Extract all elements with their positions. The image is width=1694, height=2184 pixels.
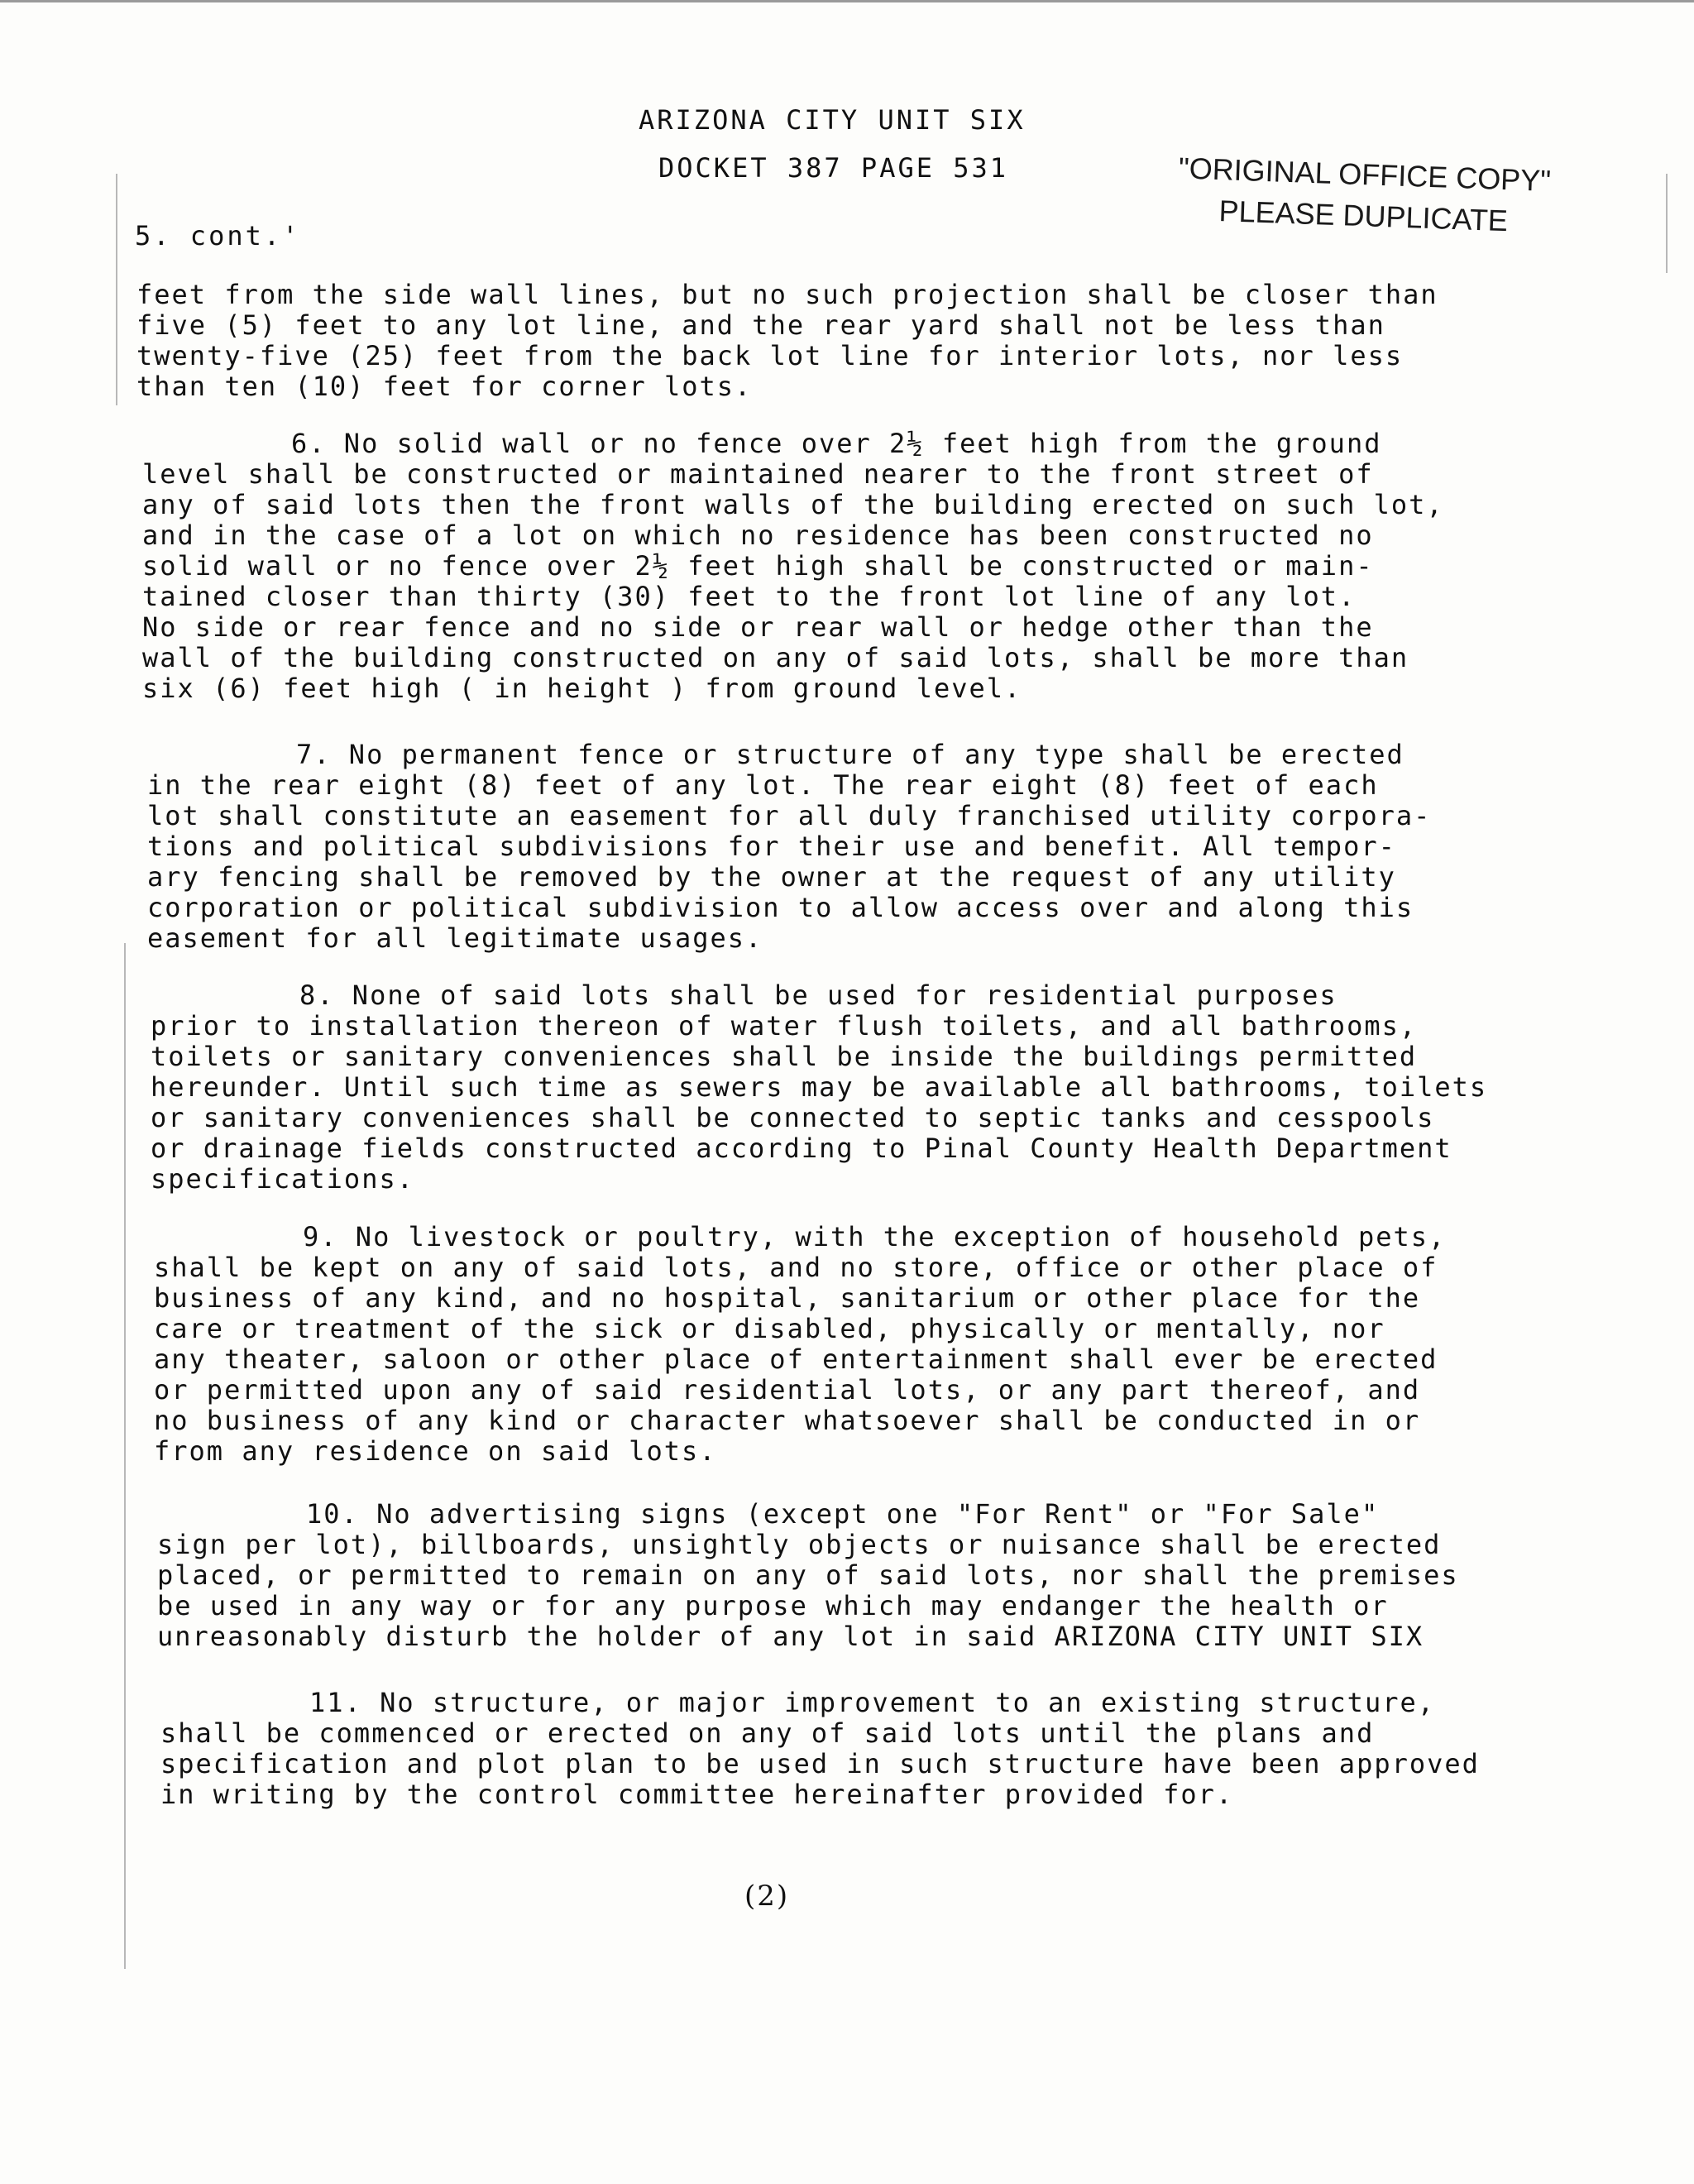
paragraph-7 — [147, 740, 1431, 954]
scan-top-edge — [0, 0, 1694, 2]
text-line: easement for all legitimate usages. — [147, 922, 763, 954]
text-line: or sanitary conveniences shall be connected to septic tanks and cesspools — [151, 1102, 1435, 1133]
text-line: be used in any way or for any purpose which may endanger the health or — [157, 1590, 1389, 1621]
text-line: shall be commenced or erected on any of said lots until the plans and — [160, 1717, 1375, 1749]
header-title: ARIZONA CITY UNIT SIX — [639, 104, 1026, 136]
text-line: level shall be constructed or maintained nearer to the front street of — [142, 458, 1374, 490]
text-line: 10. No advertising signs (except one "For Rent" or "For Sale" — [306, 1498, 1380, 1530]
text-line: six (6) feet high ( in height ) from ground level. — [142, 673, 1022, 704]
text-line: in writing by the control committee hereinafter provided for. — [160, 1779, 1234, 1810]
text-line: specification and plot plan to be used in such structure have been approved — [160, 1748, 1480, 1779]
text-line: 9. No livestock or poultry, with the exception of household pets, — [303, 1221, 1447, 1252]
paragraph-5-cont — [136, 280, 1438, 402]
section-continuation: 5. cont.' — [135, 220, 301, 251]
paragraph-9 — [154, 1222, 1446, 1467]
text-line: No side or rear fence and no side or rear wall or hedge other than the — [142, 611, 1374, 643]
text-line: and in the case of a lot on which no residence has been constructed no — [142, 520, 1374, 551]
page-number: (2) — [744, 1880, 790, 1913]
text-line: hereunder. Until such time as sewers may be available all bathrooms, toilets — [151, 1071, 1488, 1103]
text-line: unreasonably disturb the holder of any lot in said ARIZONA CITY UNIT SIX — [157, 1621, 1424, 1652]
paragraph-11 — [160, 1688, 1480, 1810]
text-line: tions and political subdivisions for their use and benefit. All tempor- — [147, 831, 1396, 862]
text-line: wall of the building constructed on any of said lots, shall be more than — [142, 642, 1409, 673]
text-line: any theater, saloon or other place of entertainment shall ever be erected — [154, 1343, 1438, 1375]
text-line: tained closer than thirty (30) feet to the front lot line of any lot. — [142, 581, 1357, 612]
header-docket: DOCKET 387 PAGE 531 — [658, 152, 1009, 184]
text-line: than ten (10) feet for corner lots. — [136, 371, 753, 402]
left-margin-mark — [124, 943, 126, 1969]
text-line: business of any kind, and no hospital, sanitarium or other place for the — [154, 1282, 1421, 1314]
text-line: specifications. — [151, 1163, 414, 1195]
text-line: 6. No solid wall or no fence over 2½ feet high from the ground — [291, 428, 1382, 459]
text-line: from any residence on said lots. — [154, 1435, 717, 1467]
text-line: placed, or permitted to remain on any of said lots, nor shall the premises — [157, 1559, 1459, 1591]
text-line: feet from the side wall lines, but no such projection shall be closer than — [136, 279, 1438, 310]
text-line: or drainage fields constructed according to Pinal County Health Department — [151, 1133, 1452, 1164]
text-line: five (5) feet to any lot line, and the rear yard shall not be less than — [136, 309, 1385, 341]
text-line: 11. No structure, or major improvement to an existing structure, — [309, 1687, 1435, 1718]
text-line: twenty-five (25) feet from the back lot line for interior lots, nor less — [136, 340, 1404, 371]
text-line: prior to installation thereon of water flush toilets, and all bathrooms, — [151, 1010, 1418, 1042]
right-margin-mark — [1666, 174, 1668, 273]
text-line: 7. No permanent fence or structure of any type shall be erected — [296, 739, 1404, 770]
text-line: or permitted upon any of said residential lots, or any part thereof, and — [154, 1374, 1421, 1406]
text-line: solid wall or no fence over 2½ feet high shall be constructed or main- — [142, 550, 1374, 582]
text-line: lot shall constitute an easement for all duly franchised utility corpora- — [147, 800, 1432, 831]
text-line: in the rear eight (8) feet of any lot. The rear eight (8) feet of each — [147, 769, 1379, 801]
text-line: toilets or sanitary conveniences shall be inside the buildings permitted — [151, 1041, 1418, 1072]
left-margin-mark — [116, 174, 117, 405]
text-line: no business of any kind or character whatsoever shall be conducted in or — [154, 1405, 1421, 1436]
text-line: any of said lots then the front walls of the building erected on such lot, — [142, 489, 1444, 520]
stamp-line: PLEASE DUPLICATE — [1218, 194, 1509, 238]
text-line: sign per lot), billboards, unsightly objects or nuisance shall be erected — [157, 1529, 1442, 1560]
text-line: care or treatment of the sick or disabled, physically or mentally, nor — [154, 1313, 1385, 1344]
text-line: ary fencing shall be removed by the owner at the request of any utility — [147, 861, 1396, 893]
paragraph-6 — [142, 429, 1444, 704]
text-line: corporation or political subdivision to allow access over and along this — [147, 892, 1414, 923]
paragraph-10 — [157, 1499, 1459, 1652]
text-line: 8. None of said lots shall be used for residential purposes — [299, 979, 1337, 1011]
office-copy-stamp — [1169, 147, 1560, 243]
stamp-line: "ORIGINAL OFFICE COPY" — [1178, 151, 1552, 199]
paragraph-8 — [151, 980, 1487, 1195]
text-line: shall be kept on any of said lots, and no store, office or other place of — [154, 1252, 1438, 1283]
